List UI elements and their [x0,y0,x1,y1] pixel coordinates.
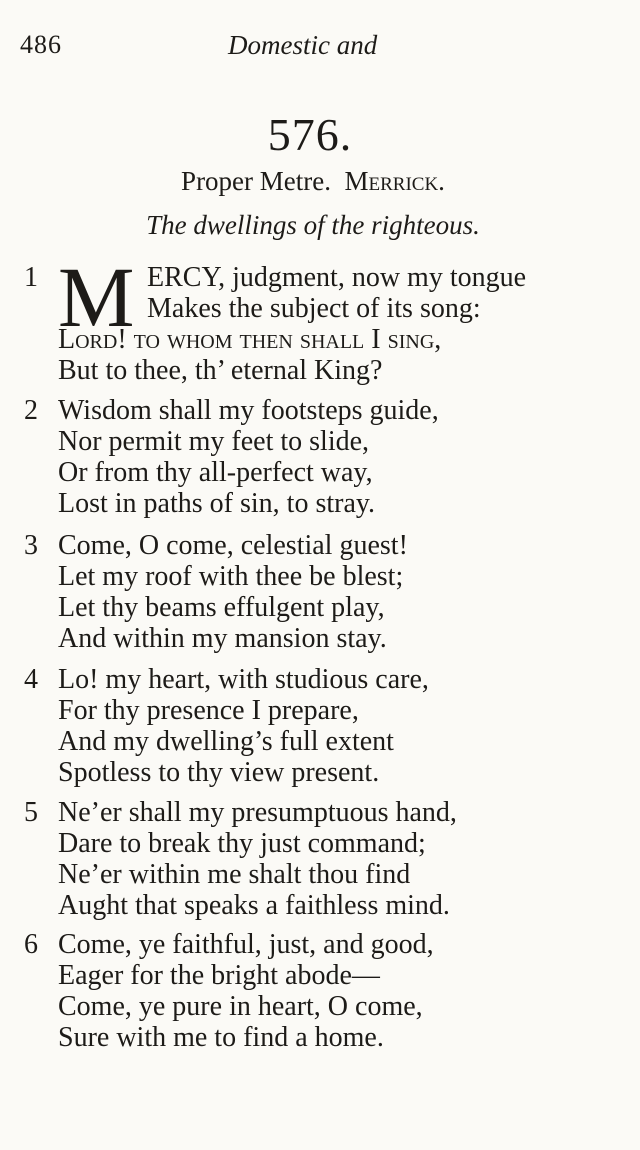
stanza-number: 6 [24,929,38,960]
stanza-number: 1 [24,262,38,293]
page-number: 486 [20,30,62,59]
verse-line: ERCY, judgment, now my tongue [147,262,527,293]
verse-line: Lo! my heart, with studious care, [58,664,429,695]
verse-line: Ne’er shall my presumptuous hand, [58,797,457,828]
verse-line: But to thee, th’ eternal King? [58,355,383,386]
verse-line: Dare to break thy just command; [58,828,426,859]
stanza-number: 2 [24,395,38,426]
stanza-number: 4 [24,664,38,695]
verse-line: Let my roof with thee be blest; [58,561,404,592]
stanza-number: 3 [24,530,38,561]
verse-line: Wisdom shall my footsteps guide, [58,395,439,426]
verse-line: Eager for the bright abode— [58,960,380,991]
verse-line: And my dwelling’s full extent [58,726,394,757]
hymn-number: 576. [267,109,353,160]
verse-line: Come, O come, celestial guest! [58,530,408,561]
verse-line: And within my mansion stay. [58,623,387,654]
running-head: Domestic and [228,30,378,60]
meter: Proper Metre. [181,166,331,196]
verse-line: Sure with me to find a home. [58,1022,384,1053]
stanza-number: 5 [24,797,38,828]
verse-line: Nor permit my feet to slide, [58,426,370,457]
verse-line: Come, ye pure in heart, O come, [58,991,423,1022]
verse-line: Or from thy all-perfect way, [58,457,373,488]
hymn-author: Merrick. [344,166,445,196]
verse-line: Makes the subject of its song: [147,293,481,324]
verse-line: Come, ye faithful, just, and good, [58,929,434,960]
meter-line [0,166,626,197]
verse-line: Lost in paths of sin, to stray. [58,488,376,519]
verse-line-text: Lord! to whom then shall I sing, [58,324,442,355]
verse-line [58,324,441,356]
verse-line: Ne’er within me shalt thou find [58,859,411,890]
hymn-subtitle: The dwellings of the righteous. [146,210,480,240]
verse-line: For thy presence I prepare, [58,695,359,726]
verse-line: Let thy beams effulgent play, [58,592,385,623]
verse-line: Spotless to thy view present. [58,757,380,788]
verse-line: Aught that speaks a faithless mind. [58,890,450,921]
drop-cap: M [58,249,135,345]
